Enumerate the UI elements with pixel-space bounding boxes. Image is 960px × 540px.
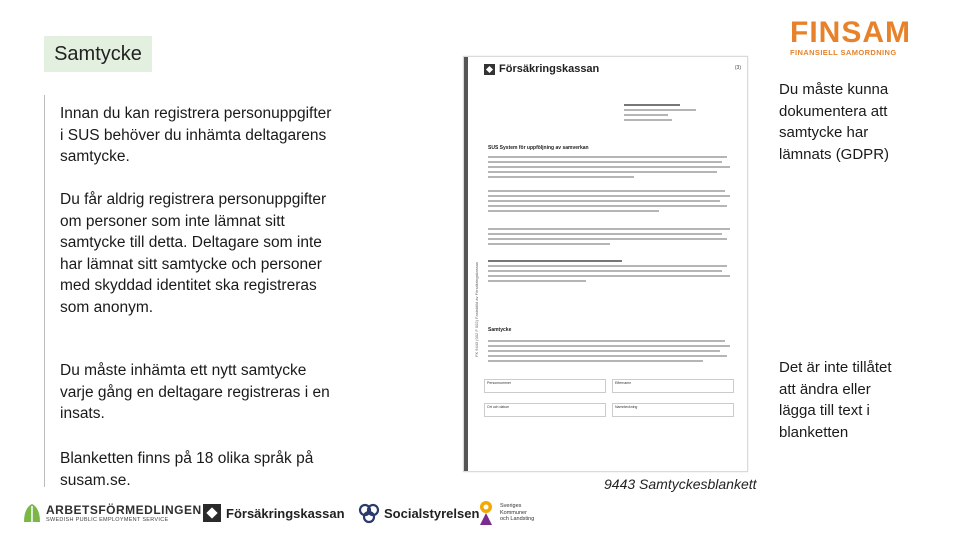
finsam-logo-sub: FINANSIELL SAMORDNING — [790, 48, 897, 57]
socialstyrelsen-logo — [358, 502, 479, 524]
gdpr-note: Du måste kunna dokumentera att samtycke har lämnats (GDPR) — [779, 81, 890, 163]
skl-figure-icon — [476, 500, 496, 526]
slide-title — [44, 36, 152, 72]
form-agency-name: Försäkringskassan — [499, 63, 600, 75]
form-field-row-2 — [484, 403, 734, 417]
af-sub: SWEDISH PUBLIC EMPLOYMENT SERVICE — [46, 516, 169, 523]
af-name: ARBETSFÖRMEDLINGEN — [46, 502, 202, 517]
form-field-personnummer: Personnummer — [484, 379, 606, 393]
fk-mark-icon — [484, 64, 495, 75]
finsam-logo-word: FINSAM — [790, 16, 911, 49]
form-consent-title: Samtycke — [488, 327, 512, 333]
new-consent-paragraph: Du måste inhämta ett nytt samtycke varje gång en deltagare registreras i en insats. — [60, 362, 330, 422]
form-agency-logo — [484, 63, 599, 75]
form-field-efternamn: Efternamn — [612, 379, 734, 393]
no-edit-note: Det är inte tillåtet att ändra eller lägga till text i blanketten — [779, 359, 892, 441]
form-text-block-4 — [488, 257, 732, 285]
form-text-block-2 — [488, 187, 732, 215]
form-left-bar — [464, 57, 468, 471]
left-divider — [44, 95, 45, 487]
socialstyrelsen-name: Socialstyrelsen — [384, 505, 480, 521]
form-text-block-3 — [488, 225, 732, 248]
form-address-block — [624, 101, 704, 124]
fk-logo-icon — [203, 504, 221, 522]
form-field-ort-datum: Ort och datum — [484, 403, 606, 417]
form-side-text: FK 9443 (002 F 002) Fastställd av Försäkringskassan — [474, 261, 479, 357]
form-text-block-1 — [488, 153, 732, 181]
fk-logo-name: Försäkringskassan — [226, 505, 345, 521]
form-page-number: (3) — [734, 65, 741, 71]
slide-title-text: Samtycke — [54, 42, 142, 65]
form-text-block-5 — [488, 337, 732, 365]
finsam-logo — [790, 18, 910, 58]
never-register-paragraph: Du får aldrig registrera personuppgifter om personer som inte lämnat sitt samtycke till detta. Deltagare som inte har lämnat sitt samtycke och personer med skyddad identitet ska registreras som anonym. — [60, 191, 327, 316]
form-section-title: SUS System för uppföljning av samverkan — [488, 145, 589, 151]
consent-form-image — [463, 56, 748, 472]
form-caption: 9443 Samtyckesblankett — [604, 476, 757, 492]
languages-paragraph: Blanketten finns på 18 olika språk på susam.se. — [60, 450, 314, 489]
af-leaf-icon — [22, 502, 42, 524]
socialstyrelsen-knot-icon — [358, 502, 380, 524]
form-field-namnteckning: Namnteckning — [612, 403, 734, 417]
intro-paragraph: Innan du kan registrera personuppgifter i SUS behöver du inhämta deltagarens samtycke. — [60, 105, 332, 165]
arbetsformedlingen-logo — [22, 502, 202, 524]
partner-logos — [0, 496, 960, 536]
forsakringskassan-logo — [203, 504, 345, 522]
form-field-row-1 — [484, 379, 734, 393]
skl-name: Sveriges Kommuner och Landsting — [500, 503, 535, 523]
skl-logo — [476, 500, 534, 526]
